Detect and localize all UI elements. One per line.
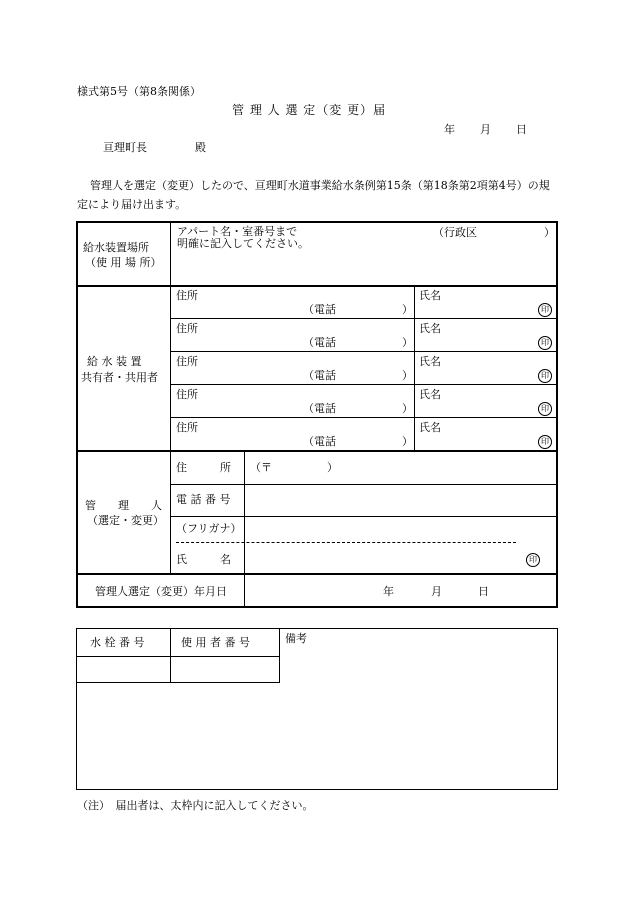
postal-open: （〒 bbox=[250, 461, 272, 474]
addressee-honorific: 殿 bbox=[195, 141, 206, 154]
remarks-label: 備考 bbox=[285, 632, 307, 645]
ward-close: ） bbox=[544, 226, 555, 239]
selection-year: 年 bbox=[383, 585, 394, 598]
manager-address-label: 住 所 bbox=[176, 461, 231, 474]
manager-name-label: 氏 名 bbox=[176, 553, 231, 566]
seal-icon: 印 bbox=[538, 369, 552, 383]
addressee-mayor: 亘理町長 bbox=[103, 141, 147, 154]
supply-location-label-2: （使 用 場 所） bbox=[85, 256, 162, 269]
co-owner-address-label: 住所 bbox=[176, 322, 198, 335]
co-owner-phone-close: ） bbox=[402, 402, 413, 415]
user-number-header: 使 用 者 番 号 bbox=[181, 636, 250, 649]
co-owner-phone-open: （電話 bbox=[303, 336, 336, 349]
date-day: 日 bbox=[516, 123, 527, 136]
page-title: 管 理 人 選 定（変 更）届 bbox=[232, 103, 387, 117]
co-owner-phone-close: ） bbox=[402, 369, 413, 382]
co-owner-phone-close: ） bbox=[402, 336, 413, 349]
seal-icon: 印 bbox=[526, 553, 540, 567]
date-year: 年 bbox=[444, 123, 455, 136]
manager-furigana-label: （フリガナ） bbox=[176, 522, 242, 535]
intro-line-1: 管理人を選定（変更）したので、亘理町水道事業給水条例第15条（第18条第2項第4号）の規 bbox=[90, 179, 550, 192]
co-owner-name-label: 氏名 bbox=[419, 421, 441, 434]
co-owner-phone-open: （電話 bbox=[303, 435, 336, 448]
supply-location-hint-2: 明確に記入してください。 bbox=[177, 237, 309, 250]
supply-location-hint-1: アパート名・室番号まで bbox=[177, 225, 298, 238]
co-owner-name-label: 氏名 bbox=[419, 355, 441, 368]
footnote: （注） 届出者は、太枠内に記入してください。 bbox=[77, 799, 314, 812]
co-owner-phone-close: ） bbox=[402, 435, 413, 448]
ward-open: （行政区 bbox=[433, 226, 477, 239]
co-owner-name-label: 氏名 bbox=[419, 289, 441, 302]
seal-icon: 印 bbox=[538, 435, 552, 449]
postal-close: ） bbox=[327, 461, 338, 474]
co-owner-phone-open: （電話 bbox=[303, 402, 336, 415]
co-owner-phone-close: ） bbox=[402, 303, 413, 316]
co-owner-address-label: 住所 bbox=[176, 289, 198, 302]
co-owner-address-label: 住所 bbox=[176, 421, 198, 434]
co-owner-address-label: 住所 bbox=[176, 355, 198, 368]
selection-day: 日 bbox=[478, 585, 489, 598]
intro-line-2: 定により届け出ます。 bbox=[77, 198, 187, 211]
selection-date-label: 管理人選定（変更）年月日 bbox=[95, 585, 227, 598]
co-owner-phone-open: （電話 bbox=[303, 303, 336, 316]
manager-label-2: （選定・変更） bbox=[87, 514, 164, 527]
co-owners-label-2: 共有者・共用者 bbox=[81, 371, 158, 384]
manager-label-1: 管 理 人 bbox=[85, 499, 162, 512]
form-number: 様式第5号（第8条関係） bbox=[77, 85, 201, 98]
co-owner-name-label: 氏名 bbox=[419, 388, 441, 401]
seal-icon: 印 bbox=[538, 336, 552, 350]
seal-icon: 印 bbox=[538, 303, 552, 317]
supply-location-input[interactable] bbox=[172, 250, 556, 284]
co-owner-name-label: 氏名 bbox=[419, 322, 441, 335]
supply-location-label-1: 給水装置場所 bbox=[83, 241, 149, 254]
selection-month: 月 bbox=[431, 585, 442, 598]
co-owners-label-1: 給 水 装 置 bbox=[87, 355, 142, 368]
co-owner-address-label: 住所 bbox=[176, 388, 198, 401]
meter-number-header: 水 栓 番 号 bbox=[90, 636, 145, 649]
manager-phone-label: 電 話 番 号 bbox=[176, 493, 231, 506]
date-month: 月 bbox=[480, 123, 491, 136]
seal-icon: 印 bbox=[538, 402, 552, 416]
co-owner-phone-open: （電話 bbox=[303, 369, 336, 382]
